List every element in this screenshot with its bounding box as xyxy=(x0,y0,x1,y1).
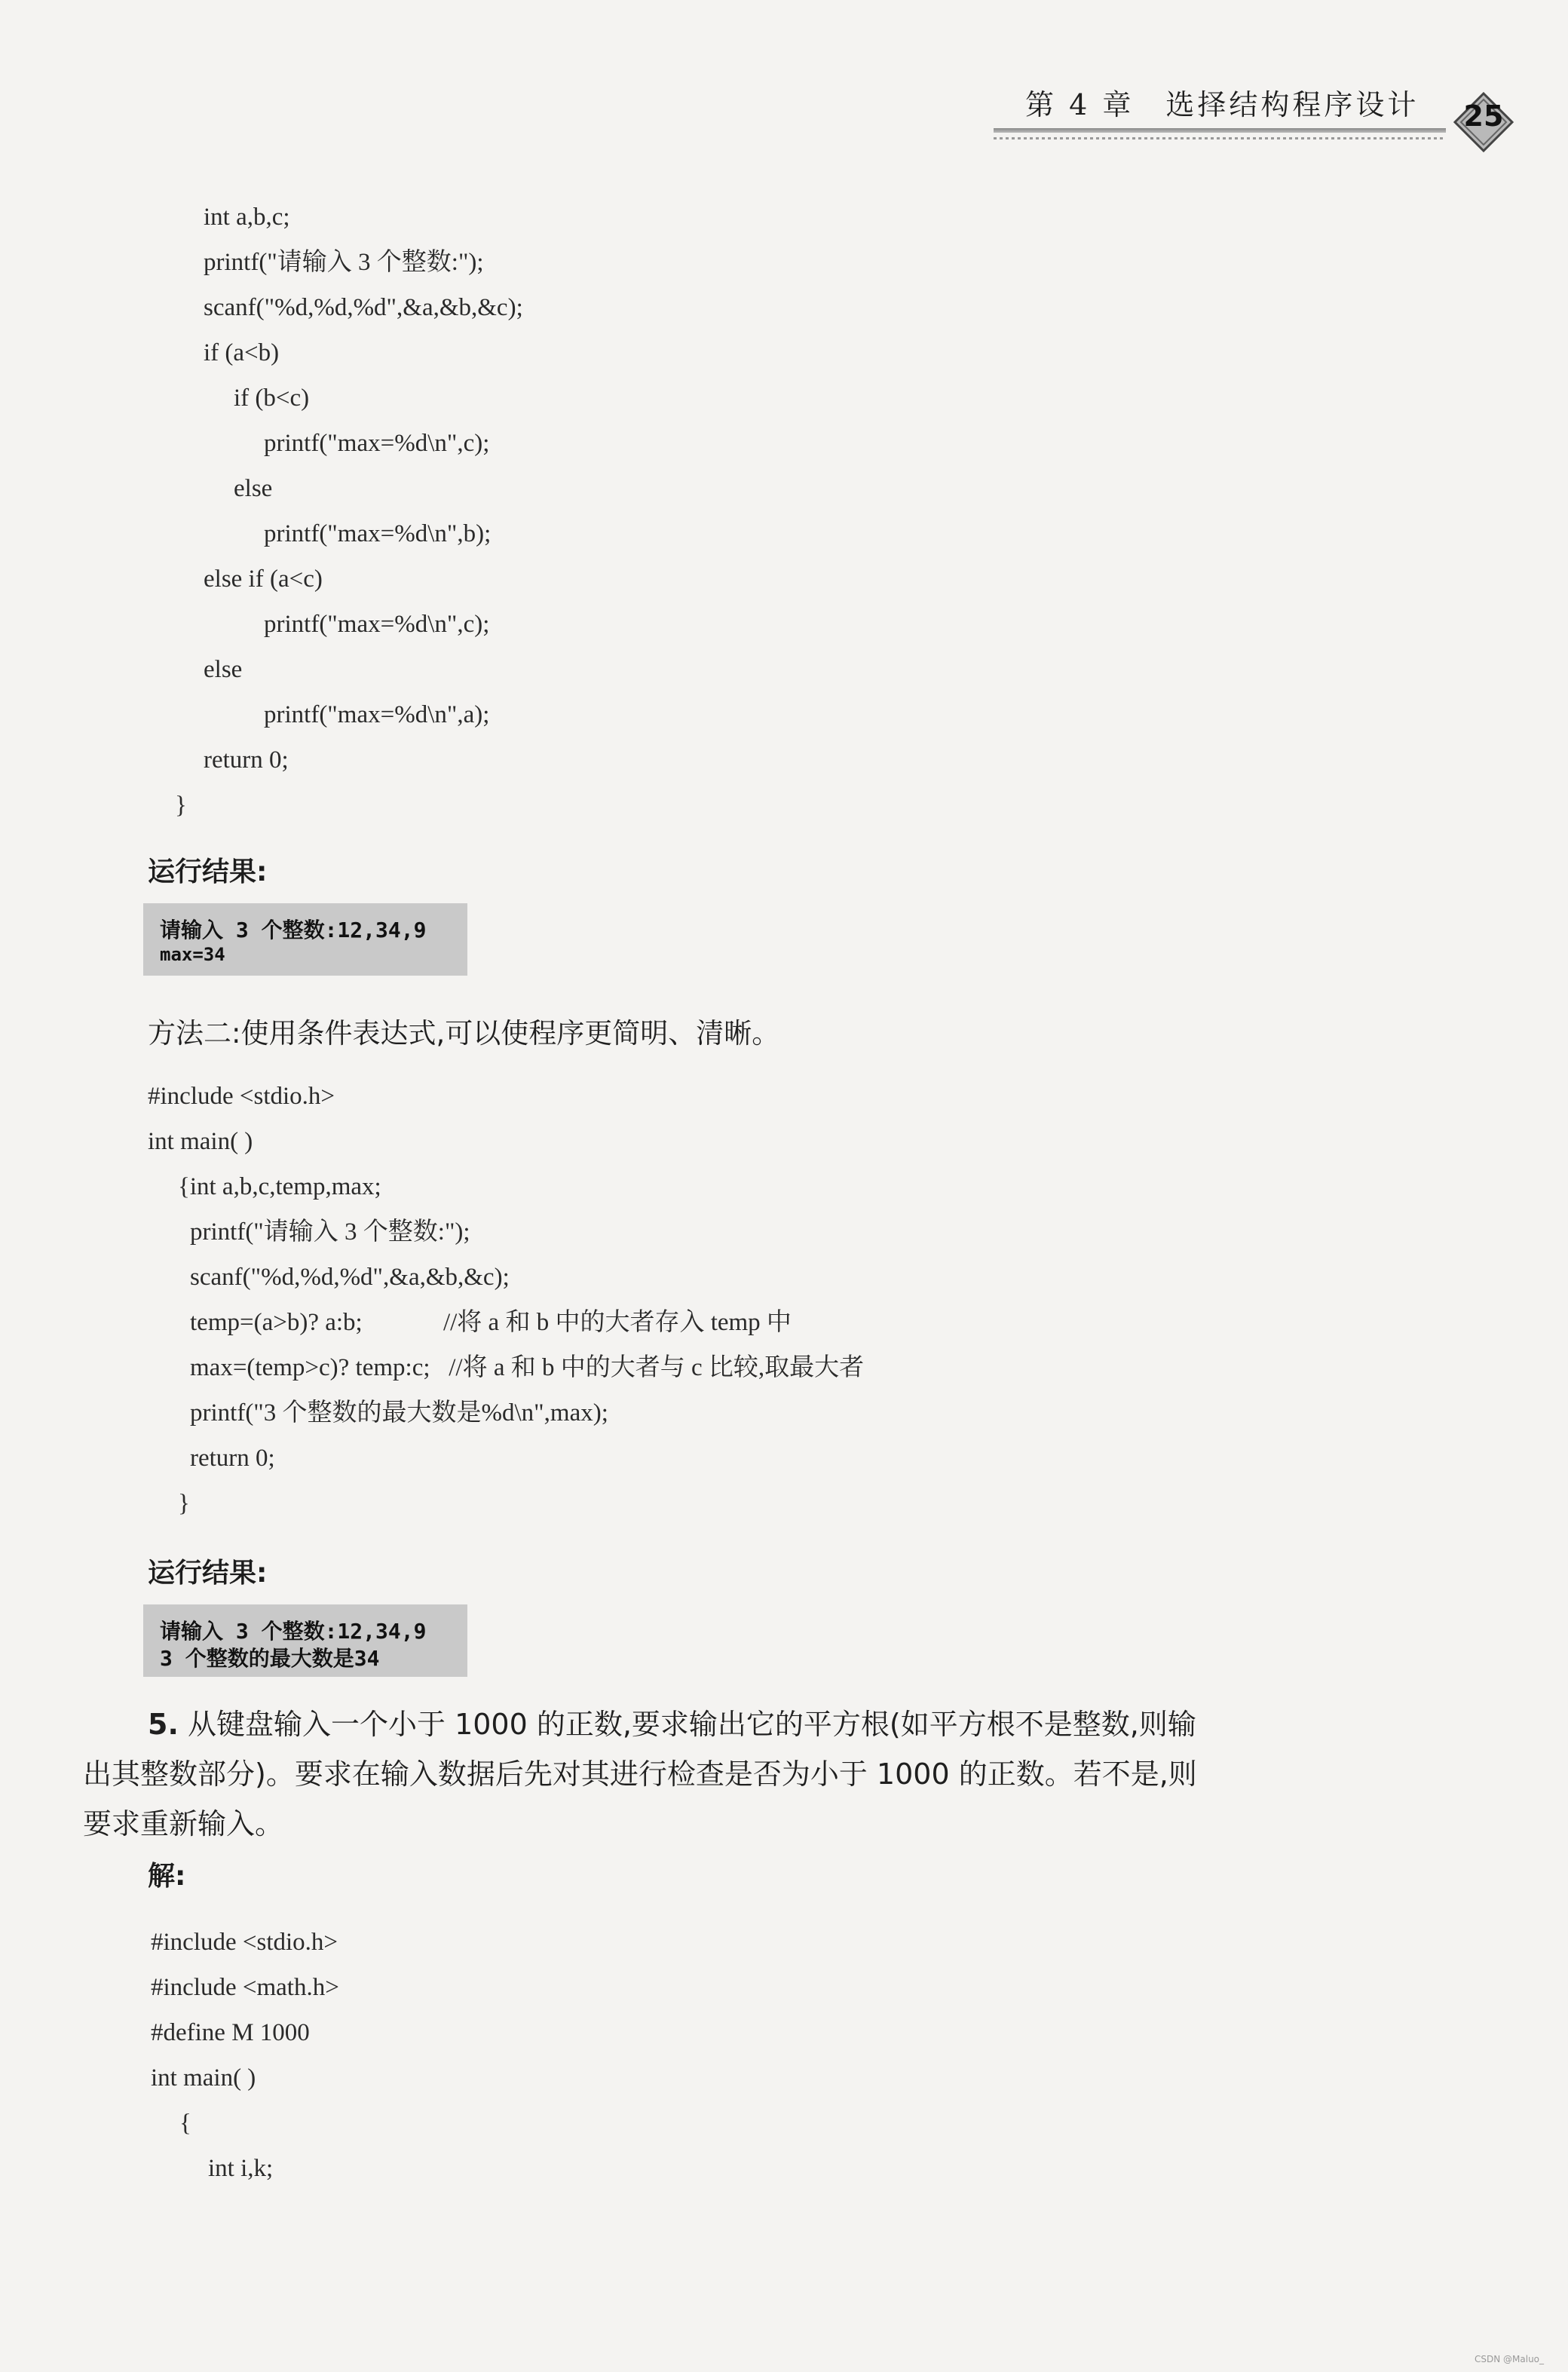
code-line: int main( ) xyxy=(148,1128,253,1155)
code-line: printf("请输入 3 个整数:"); xyxy=(190,1218,470,1246)
code-line: scanf("%d,%d,%d",&a,&b,&c); xyxy=(190,1264,510,1291)
code-line: #include <stdio.h> xyxy=(151,1929,338,1956)
problem-text: 从键盘输入一个小于 1000 的正数,要求输出它的平方根(如平方根不是整数,则输 xyxy=(187,1708,1196,1741)
header-rule-dots xyxy=(994,137,1446,139)
problem-5-line: 出其整数部分)。要求在输入数据后先对其进行检查是否为小于 1000 的正数。若不是,则 xyxy=(83,1758,1197,1791)
code-line: int i,k; xyxy=(208,2155,274,2182)
code-line: else xyxy=(234,475,273,502)
console-output xyxy=(143,903,467,976)
code-line: } xyxy=(178,1490,190,1517)
code-line: if (b<c) xyxy=(234,385,310,412)
code-line: #include <math.h> xyxy=(151,1974,339,2001)
code-line: printf("max=%d\n",b); xyxy=(264,520,492,547)
code-line: printf("3 个整数的最大数是%d\n",max); xyxy=(190,1399,608,1427)
code-line: int a,b,c; xyxy=(204,204,290,231)
method-two-heading: 方法二:使用条件表达式,可以使程序更简明、清晰。 xyxy=(148,1017,780,1050)
problem-number: 5. xyxy=(148,1708,179,1741)
code-line: #include <stdio.h> xyxy=(148,1083,335,1110)
code-line: #define M 1000 xyxy=(151,2019,310,2046)
solution-label: 解: xyxy=(148,1861,186,1892)
code-line: printf("max=%d\n",c); xyxy=(264,611,490,638)
code-line: printf("请输入 3 个整数:"); xyxy=(204,249,484,276)
console-line: 请输入 3 个整数:12,34,9 xyxy=(160,1619,427,1644)
code-line: } xyxy=(175,792,187,819)
code-line: {int a,b,c,temp,max; xyxy=(178,1173,381,1200)
code-line: max=(temp>c)? temp:c; //将 a 和 b 中的大者与 c 比较,取最大者 xyxy=(190,1354,865,1381)
page-number: 25 xyxy=(1463,100,1504,133)
console-line: 3 个整数的最大数是34 xyxy=(160,1646,380,1671)
code-line: return 0; xyxy=(190,1445,275,1472)
console-line: max=34 xyxy=(160,944,225,965)
problem-5-line: 要求重新输入。 xyxy=(83,1807,284,1840)
watermark: CSDN @Maluo_ xyxy=(1475,2354,1545,2364)
code-line: temp=(a>b)? a:b; //将 a 和 b 中的大者存入 temp 中 xyxy=(190,1309,792,1336)
code-line: int main( ) xyxy=(151,2064,256,2092)
code-line: if (a<b) xyxy=(204,339,280,366)
result-label: 运行结果: xyxy=(148,1558,268,1589)
console-output xyxy=(143,1604,467,1677)
chapter-title: 第 4 章 选择结构程序设计 xyxy=(1025,88,1419,121)
result-label: 运行结果: xyxy=(148,857,268,887)
code-line: return 0; xyxy=(204,746,289,774)
code-line: scanf("%d,%d,%d",&a,&b,&c); xyxy=(204,294,523,321)
code-line: printf("max=%d\n",c); xyxy=(264,430,490,457)
code-line: printf("max=%d\n",a); xyxy=(264,701,490,728)
console-line: 请输入 3 个整数:12,34,9 xyxy=(160,918,427,942)
code-line: else xyxy=(204,656,243,683)
header-rule xyxy=(994,128,1446,133)
problem-5-line xyxy=(148,1701,1196,1742)
code-line: else if (a<c) xyxy=(204,565,323,593)
code-line: { xyxy=(179,2110,191,2137)
